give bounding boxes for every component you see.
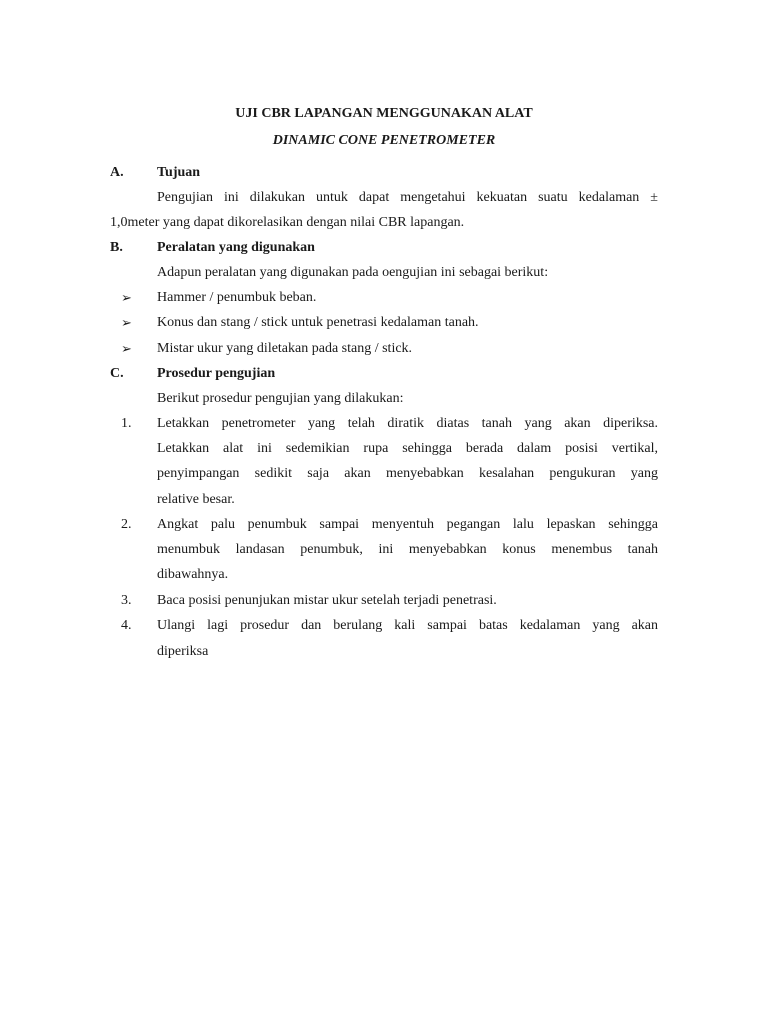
step-number: 4. bbox=[121, 618, 132, 633]
list-item: Hammer / penumbuk beban. bbox=[157, 290, 317, 305]
step-line: penyimpangan sedikit saja akan menyebabkan kesalahan pengukuran yang bbox=[157, 466, 658, 481]
step-line: Angkat palu penumbuk sampai menyentuh pegangan lalu lepaskan sehingga bbox=[157, 517, 658, 532]
document-subtitle: DINAMIC CONE PENETROMETER bbox=[272, 133, 496, 148]
section-a-paragraph-line: 1,0meter yang dapat dikorelasikan dengan nilai CBR lapangan. bbox=[110, 215, 465, 230]
step-number: 2. bbox=[121, 517, 132, 532]
step-line: dibawahnya. bbox=[157, 567, 229, 582]
step-number: 1. bbox=[121, 416, 132, 431]
list-item: Konus dan stang / stick untuk penetrasi kedalaman tanah. bbox=[157, 315, 479, 330]
step-line: menumbuk landasan penumbuk, ini menyebabkan konus menembus tanah bbox=[157, 542, 658, 557]
section-b-intro: Adapun peralatan yang digunakan pada oengujian ini sebagai berikut: bbox=[157, 265, 549, 280]
arrow-bullet-icon: ➢ bbox=[121, 290, 132, 305]
section-a-paragraph-line: Pengujian ini dilakukan untuk dapat mengetahui kekuatan suatu kedalaman ± bbox=[157, 190, 658, 205]
step-line: relative besar. bbox=[157, 492, 235, 507]
section-b-heading: Peralatan yang digunakan bbox=[157, 240, 315, 255]
step-line: diperiksa bbox=[157, 644, 209, 659]
arrow-bullet-icon: ➢ bbox=[121, 341, 132, 356]
section-c-letter: C. bbox=[110, 366, 124, 381]
section-a-letter: A. bbox=[110, 165, 124, 180]
arrow-bullet-icon: ➢ bbox=[121, 315, 132, 330]
step-number: 3. bbox=[121, 593, 132, 608]
list-item: Mistar ukur yang diletakan pada stang / stick. bbox=[157, 341, 413, 356]
step-line: Letakkan penetrometer yang telah diratik diatas tanah yang akan diperiksa. bbox=[157, 416, 658, 431]
step-line: Letakkan alat ini sedemikian rupa sehingga berada dalam posisi vertikal, bbox=[157, 441, 658, 456]
section-c-intro: Berikut prosedur pengujian yang dilakukan: bbox=[157, 391, 404, 406]
step-line: Ulangi lagi prosedur dan berulang kali sampai batas kedalaman yang akan bbox=[157, 618, 658, 633]
step-line: Baca posisi penunjukan mistar ukur setelah terjadi penetrasi. bbox=[157, 593, 497, 608]
section-b-letter: B. bbox=[110, 240, 123, 255]
document-title: UJI CBR LAPANGAN MENGGUNAKAN ALAT bbox=[235, 106, 533, 121]
section-a-heading: Tujuan bbox=[157, 165, 201, 180]
section-c-heading: Prosedur pengujian bbox=[157, 366, 276, 381]
